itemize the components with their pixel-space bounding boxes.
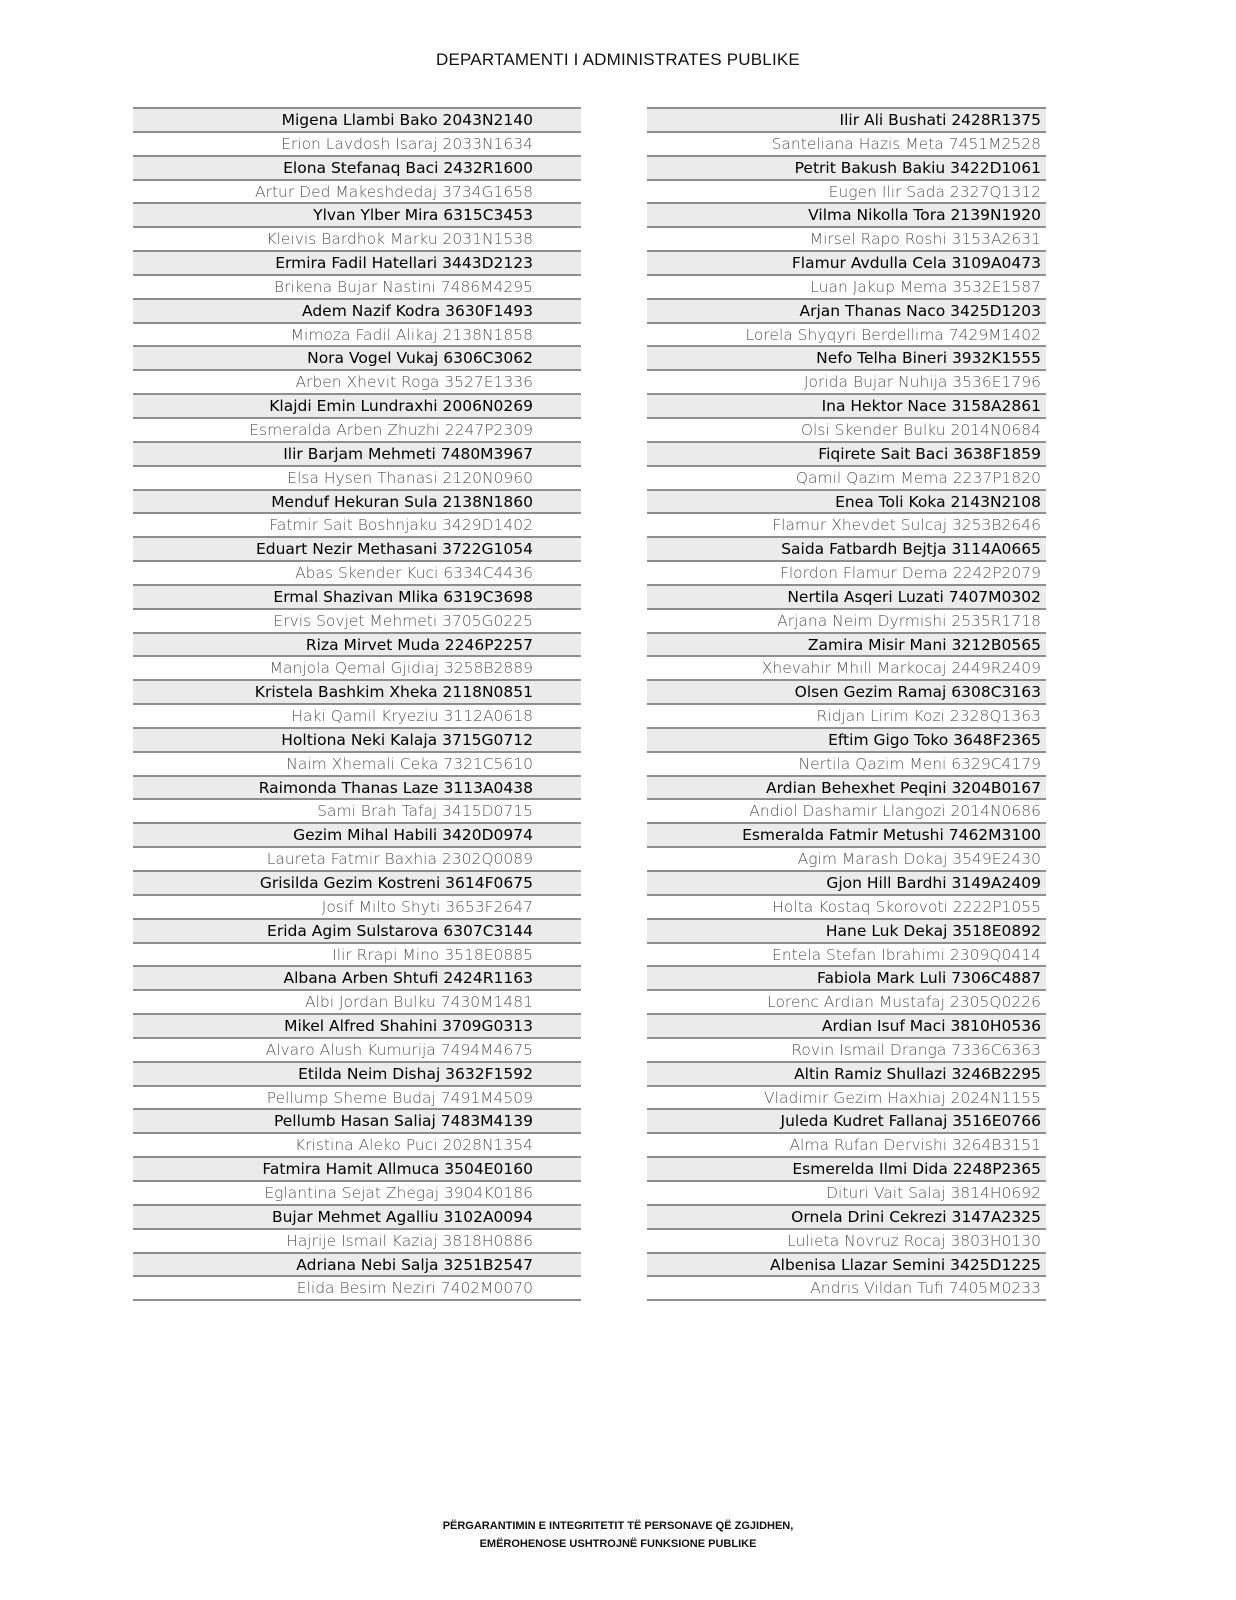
footer-line-2: EMËROHENOSE USHTROJNË FUNKSIONE PUBLIKE — [479, 1538, 757, 1550]
list-item: Qamil Qazim Mema 2237P1820 — [647, 465, 1046, 489]
list-item: Albi Jordan Bulku 7430M1481 — [133, 989, 581, 1013]
list-item: Riza Mirvet Muda 2246P2257 — [133, 632, 581, 656]
list-item: Laureta Fatmir Baxhia 2302Q0089 — [133, 846, 581, 870]
list-item: Mirsel Rapo Roshi 3153A2631 — [647, 226, 1046, 250]
list-item: Arjan Thanas Naco 3425D1203 — [647, 298, 1046, 322]
list-item: Bujar Mehmet Agalliu 3102A0094 — [133, 1204, 581, 1228]
list-item: Zamira Misir Mani 3212B0565 — [647, 632, 1046, 656]
list-item: Hane Luk Dekaj 3518E0892 — [647, 918, 1046, 942]
list-item: Lulieta Novruz Rocaj 3803H0130 — [647, 1228, 1046, 1252]
list-item: Alma Rufan Dervishi 3264B3151 — [647, 1132, 1046, 1156]
list-item: Lorenc Ardian Mustafaj 2305Q0226 — [647, 989, 1046, 1013]
list-item: Nertila Asqeri Luzati 7407M0302 — [647, 584, 1046, 608]
left-name-list — [133, 107, 581, 1301]
list-item: Ermal Shazivan Mlika 6319C3698 — [133, 584, 581, 608]
list-item: Haki Qamil Kryeziu 3112A0618 — [133, 703, 581, 727]
list-item: Arjana Neim Dyrmishi 2535R1718 — [647, 608, 1046, 632]
list-item: Ervis Sovjet Mehmeti 3705G0225 — [133, 608, 581, 632]
list-item: Olsen Gezim Ramaj 6308C3163 — [647, 679, 1046, 703]
list-item: Raimonda Thanas Laze 3113A0438 — [133, 775, 581, 799]
list-item: Ilir Rrapi Mino 3518E0885 — [133, 942, 581, 966]
list-item: Ornela Drini Cekrezi 3147A2325 — [647, 1204, 1046, 1228]
list-item: Andiol Dashamir Llangozi 2014N0686 — [647, 798, 1046, 822]
list-item: Esmeralda Arben Zhuzhi 2247P2309 — [133, 417, 581, 441]
list-item: Abas Skender Kuci 6334C4436 — [133, 560, 581, 584]
list-item: Fiqirete Sait Baci 3638F1859 — [647, 441, 1046, 465]
list-item: Holta Kostaq Skorovoti 2222P1055 — [647, 894, 1046, 918]
list-item: Lorela Shyqyri Berdellima 7429M1402 — [647, 322, 1046, 346]
list-item: Santeliana Hazis Meta 7451M2528 — [647, 131, 1046, 155]
list-item: Ridjan Lirim Kozi 2328Q1363 — [647, 703, 1046, 727]
list-item: Esmeralda Fatmir Metushi 7462M3100 — [647, 822, 1046, 846]
list-item: Kleivis Bardhok Marku 2031N1538 — [133, 226, 581, 250]
list-item: Eduart Nezir Methasani 3722G1054 — [133, 536, 581, 560]
list-item: Hajrije Ismail Kaziaj 3818H0886 — [133, 1228, 581, 1252]
list-item: Altin Ramiz Shullazi 3246B2295 — [647, 1061, 1046, 1085]
list-item: Xhevahir Mhill Markocaj 2449R2409 — [647, 655, 1046, 679]
list-item: Erion Lavdosh Isaraj 2033N1634 — [133, 131, 581, 155]
list-item: Albenisa Llazar Semini 3425D1225 — [647, 1252, 1046, 1276]
list-item: Enea Toli Koka 2143N2108 — [647, 489, 1046, 513]
list-item: Juleda Kudret Fallanaj 3516E0766 — [647, 1108, 1046, 1132]
list-item: Mimoza Fadil Alikaj 2138N1858 — [133, 322, 581, 346]
list-item: Kristina Aleko Puci 2028N1354 — [133, 1132, 581, 1156]
list-item: Ylvan Ylber Mira 6315C3453 — [133, 202, 581, 226]
list-end-divider — [647, 1299, 1046, 1301]
list-item: Arben Xhevit Roga 3527E1336 — [133, 369, 581, 393]
list-item: Nefo Telha Bineri 3932K1555 — [647, 345, 1046, 369]
list-item: Menduf Hekuran Sula 2138N1860 — [133, 489, 581, 513]
list-item: Etilda Neim Dishaj 3632F1592 — [133, 1061, 581, 1085]
list-item: Ina Hektor Nace 3158A2861 — [647, 393, 1046, 417]
list-item: Holtiona Neki Kalaja 3715G0712 — [133, 727, 581, 751]
list-item: Flamur Xhevdet Sulcaj 3253B2646 — [647, 512, 1046, 536]
list-item: Olsi Skender Bulku 2014N0684 — [647, 417, 1046, 441]
list-item: Pellumb Hasan Saliaj 7483M4139 — [133, 1108, 581, 1132]
list-item: Dituri Vait Salaj 3814H0692 — [647, 1180, 1046, 1204]
list-item: Gezim Mihal Habili 3420D0974 — [133, 822, 581, 846]
list-item: Flordon Flamur Dema 2242P2079 — [647, 560, 1046, 584]
list-item: Pellump Sheme Budaj 7491M4509 — [133, 1085, 581, 1109]
list-item: Ilir Ali Bushati 2428R1375 — [647, 107, 1046, 131]
list-item: Vladimir Gezim Haxhiaj 2024N1155 — [647, 1085, 1046, 1109]
list-item: Erida Agim Sulstarova 6307C3144 — [133, 918, 581, 942]
list-item: Artur Ded Makeshdedaj 3734G1658 — [133, 179, 581, 203]
list-item: Elsa Hysen Thanasi 2120N0960 — [133, 465, 581, 489]
list-item: Ardian Isuf Maci 3810H0536 — [647, 1013, 1046, 1037]
list-item: Eglantina Sejat Zhegaj 3904K0186 — [133, 1180, 581, 1204]
list-item: Adriana Nebi Salja 3251B2547 — [133, 1252, 581, 1276]
list-item: Fatmira Hamit Allmuca 3504E0160 — [133, 1156, 581, 1180]
list-item: Ermira Fadil Hatellari 3443D2123 — [133, 250, 581, 274]
list-item: Sami Brah Tafaj 3415D0715 — [133, 798, 581, 822]
list-item: Elida Besim Neziri 7402M0070 — [133, 1275, 581, 1299]
list-item: Andris Vildan Tufi 7405M0233 — [647, 1275, 1046, 1299]
list-item: Eftim Gigo Toko 3648F2365 — [647, 727, 1046, 751]
list-item: Entela Stefan Ibrahimi 2309Q0414 — [647, 942, 1046, 966]
list-item: Alvaro Alush Kumurija 7494M4675 — [133, 1037, 581, 1061]
list-item: Josif Milto Shyti 3653F2647 — [133, 894, 581, 918]
list-item: Ilir Barjam Mehmeti 7480M3967 — [133, 441, 581, 465]
list-item: Naim Xhemali Ceka 7321C5610 — [133, 751, 581, 775]
list-item: Vilma Nikolla Tora 2139N1920 — [647, 202, 1046, 226]
list-item: Fabiola Mark Luli 7306C4887 — [647, 965, 1046, 989]
list-item: Fatmir Sait Boshnjaku 3429D1402 — [133, 512, 581, 536]
list-item: Kristela Bashkim Xheka 2118N0851 — [133, 679, 581, 703]
list-item: Nertila Qazim Meni 6329C4179 — [647, 751, 1046, 775]
right-name-list — [647, 107, 1046, 1301]
list-item: Flamur Avdulla Cela 3109A0473 — [647, 250, 1046, 274]
list-item: Grisilda Gezim Kostreni 3614F0675 — [133, 870, 581, 894]
footer-line-1: PËRGARANTIMIN E INTEGRITETIT TË PERSONAVE QË ZGJIDHEN, — [442, 1520, 794, 1532]
list-item: Adem Nazif Kodra 3630F1493 — [133, 298, 581, 322]
list-item: Petrit Bakush Bakiu 3422D1061 — [647, 155, 1046, 179]
list-item: Elona Stefanaq Baci 2432R1600 — [133, 155, 581, 179]
list-item: Eugen Ilir Sada 2327Q1312 — [647, 179, 1046, 203]
list-item: Albana Arben Shtufi 2424R1163 — [133, 965, 581, 989]
list-item: Gjon Hill Bardhi 3149A2409 — [647, 870, 1046, 894]
list-item: Ardian Behexhet Peqini 3204B0167 — [647, 775, 1046, 799]
list-item: Jorida Bujar Nuhija 3536E1796 — [647, 369, 1046, 393]
list-item: Nora Vogel Vukaj 6306C3062 — [133, 345, 581, 369]
list-item: Luan Jakup Mema 3532E1587 — [647, 274, 1046, 298]
list-item: Agim Marash Dokaj 3549E2430 — [647, 846, 1046, 870]
list-item: Saida Fatbardh Bejtja 3114A0665 — [647, 536, 1046, 560]
footer — [0, 1517, 1236, 1553]
list-item: Klajdi Emin Lundraxhi 2006N0269 — [133, 393, 581, 417]
list-item: Migena Llambi Bako 2043N2140 — [133, 107, 581, 131]
list-item: Mikel Alfred Shahini 3709G0313 — [133, 1013, 581, 1037]
list-item: Brikena Bujar Nastini 7486M4295 — [133, 274, 581, 298]
list-item: Manjola Qemal Gjidiaj 3258B2889 — [133, 655, 581, 679]
list-end-divider — [133, 1299, 581, 1301]
list-item: Esmerelda Ilmi Dida 2248P2365 — [647, 1156, 1046, 1180]
page-title: DEPARTAMENTI I ADMINISTRATES PUBLIKE — [436, 50, 800, 69]
list-item: Rovin Ismail Dranga 7336C6363 — [647, 1037, 1046, 1061]
